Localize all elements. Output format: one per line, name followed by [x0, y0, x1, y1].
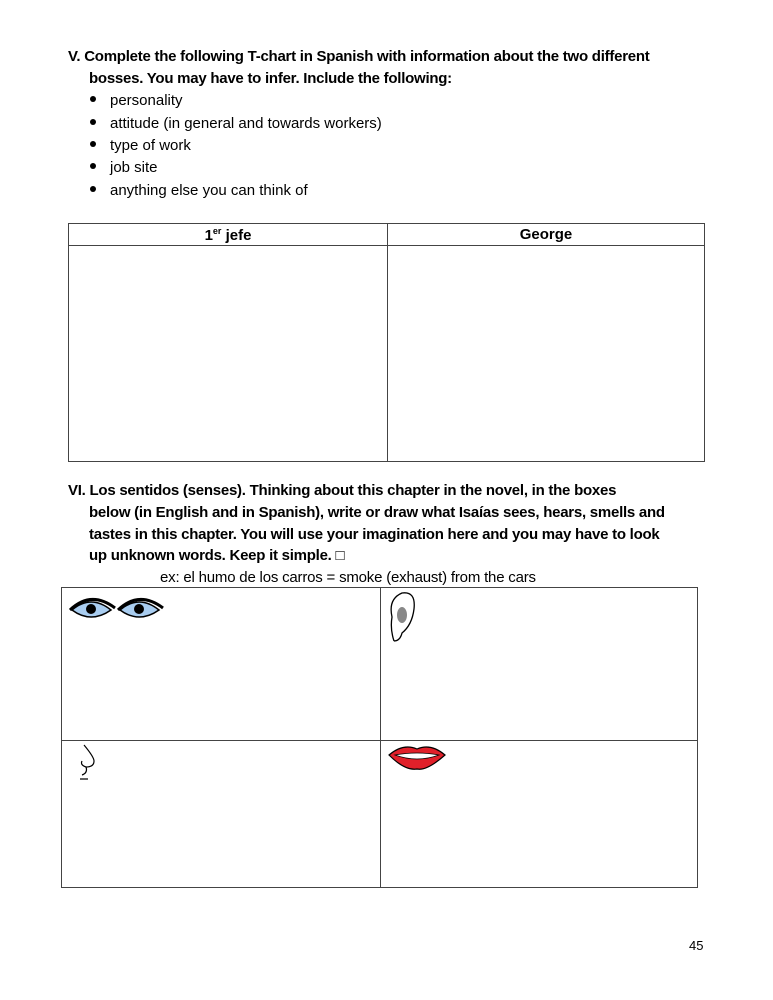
bullet-item: job site: [90, 159, 158, 176]
header-first-boss: 1er jefe: [69, 224, 388, 246]
mouth-icon: [387, 743, 449, 771]
section-6-line2: below (in English and in Spanish), write or draw what Isaías sees, hears, smells and: [89, 504, 665, 521]
page-number: 45: [689, 938, 704, 953]
hears-cell[interactable]: [381, 588, 698, 741]
smells-cell[interactable]: [62, 741, 381, 888]
nose-icon: [76, 743, 100, 783]
first-boss-answer-cell[interactable]: [69, 246, 388, 462]
sees-cell[interactable]: [62, 588, 381, 741]
senses-grid: [61, 587, 698, 888]
bullet-item: attitude (in general and towards workers): [90, 115, 382, 132]
eyes-icon: [69, 596, 164, 626]
example-text: ex: el humo de los carros = smoke (exhaust) from the cars: [160, 569, 536, 586]
section-5-heading-line1: V. Complete the following T-chart in Spanish with information about the two different: [68, 48, 650, 65]
george-answer-cell[interactable]: [388, 246, 705, 462]
header-george: George: [388, 224, 705, 246]
ear-icon: [386, 589, 418, 645]
boss-t-chart: [68, 223, 705, 462]
section-6-line4: up unknown words. Keep it simple. □: [89, 547, 345, 564]
tastes-cell[interactable]: [381, 741, 698, 888]
section-6-line1: VI. Los sentidos (senses). Thinking about this chapter in the novel, in the boxes: [68, 482, 617, 499]
bullet-item: anything else you can think of: [90, 182, 308, 199]
bullet-item: type of work: [90, 137, 191, 154]
section-6-line3: tastes in this chapter. You will use your imagination here and you may have to look: [89, 526, 660, 543]
section-5-heading-line2: bosses. You may have to infer. Include the following:: [89, 70, 452, 87]
bullet-item: personality: [90, 92, 183, 109]
